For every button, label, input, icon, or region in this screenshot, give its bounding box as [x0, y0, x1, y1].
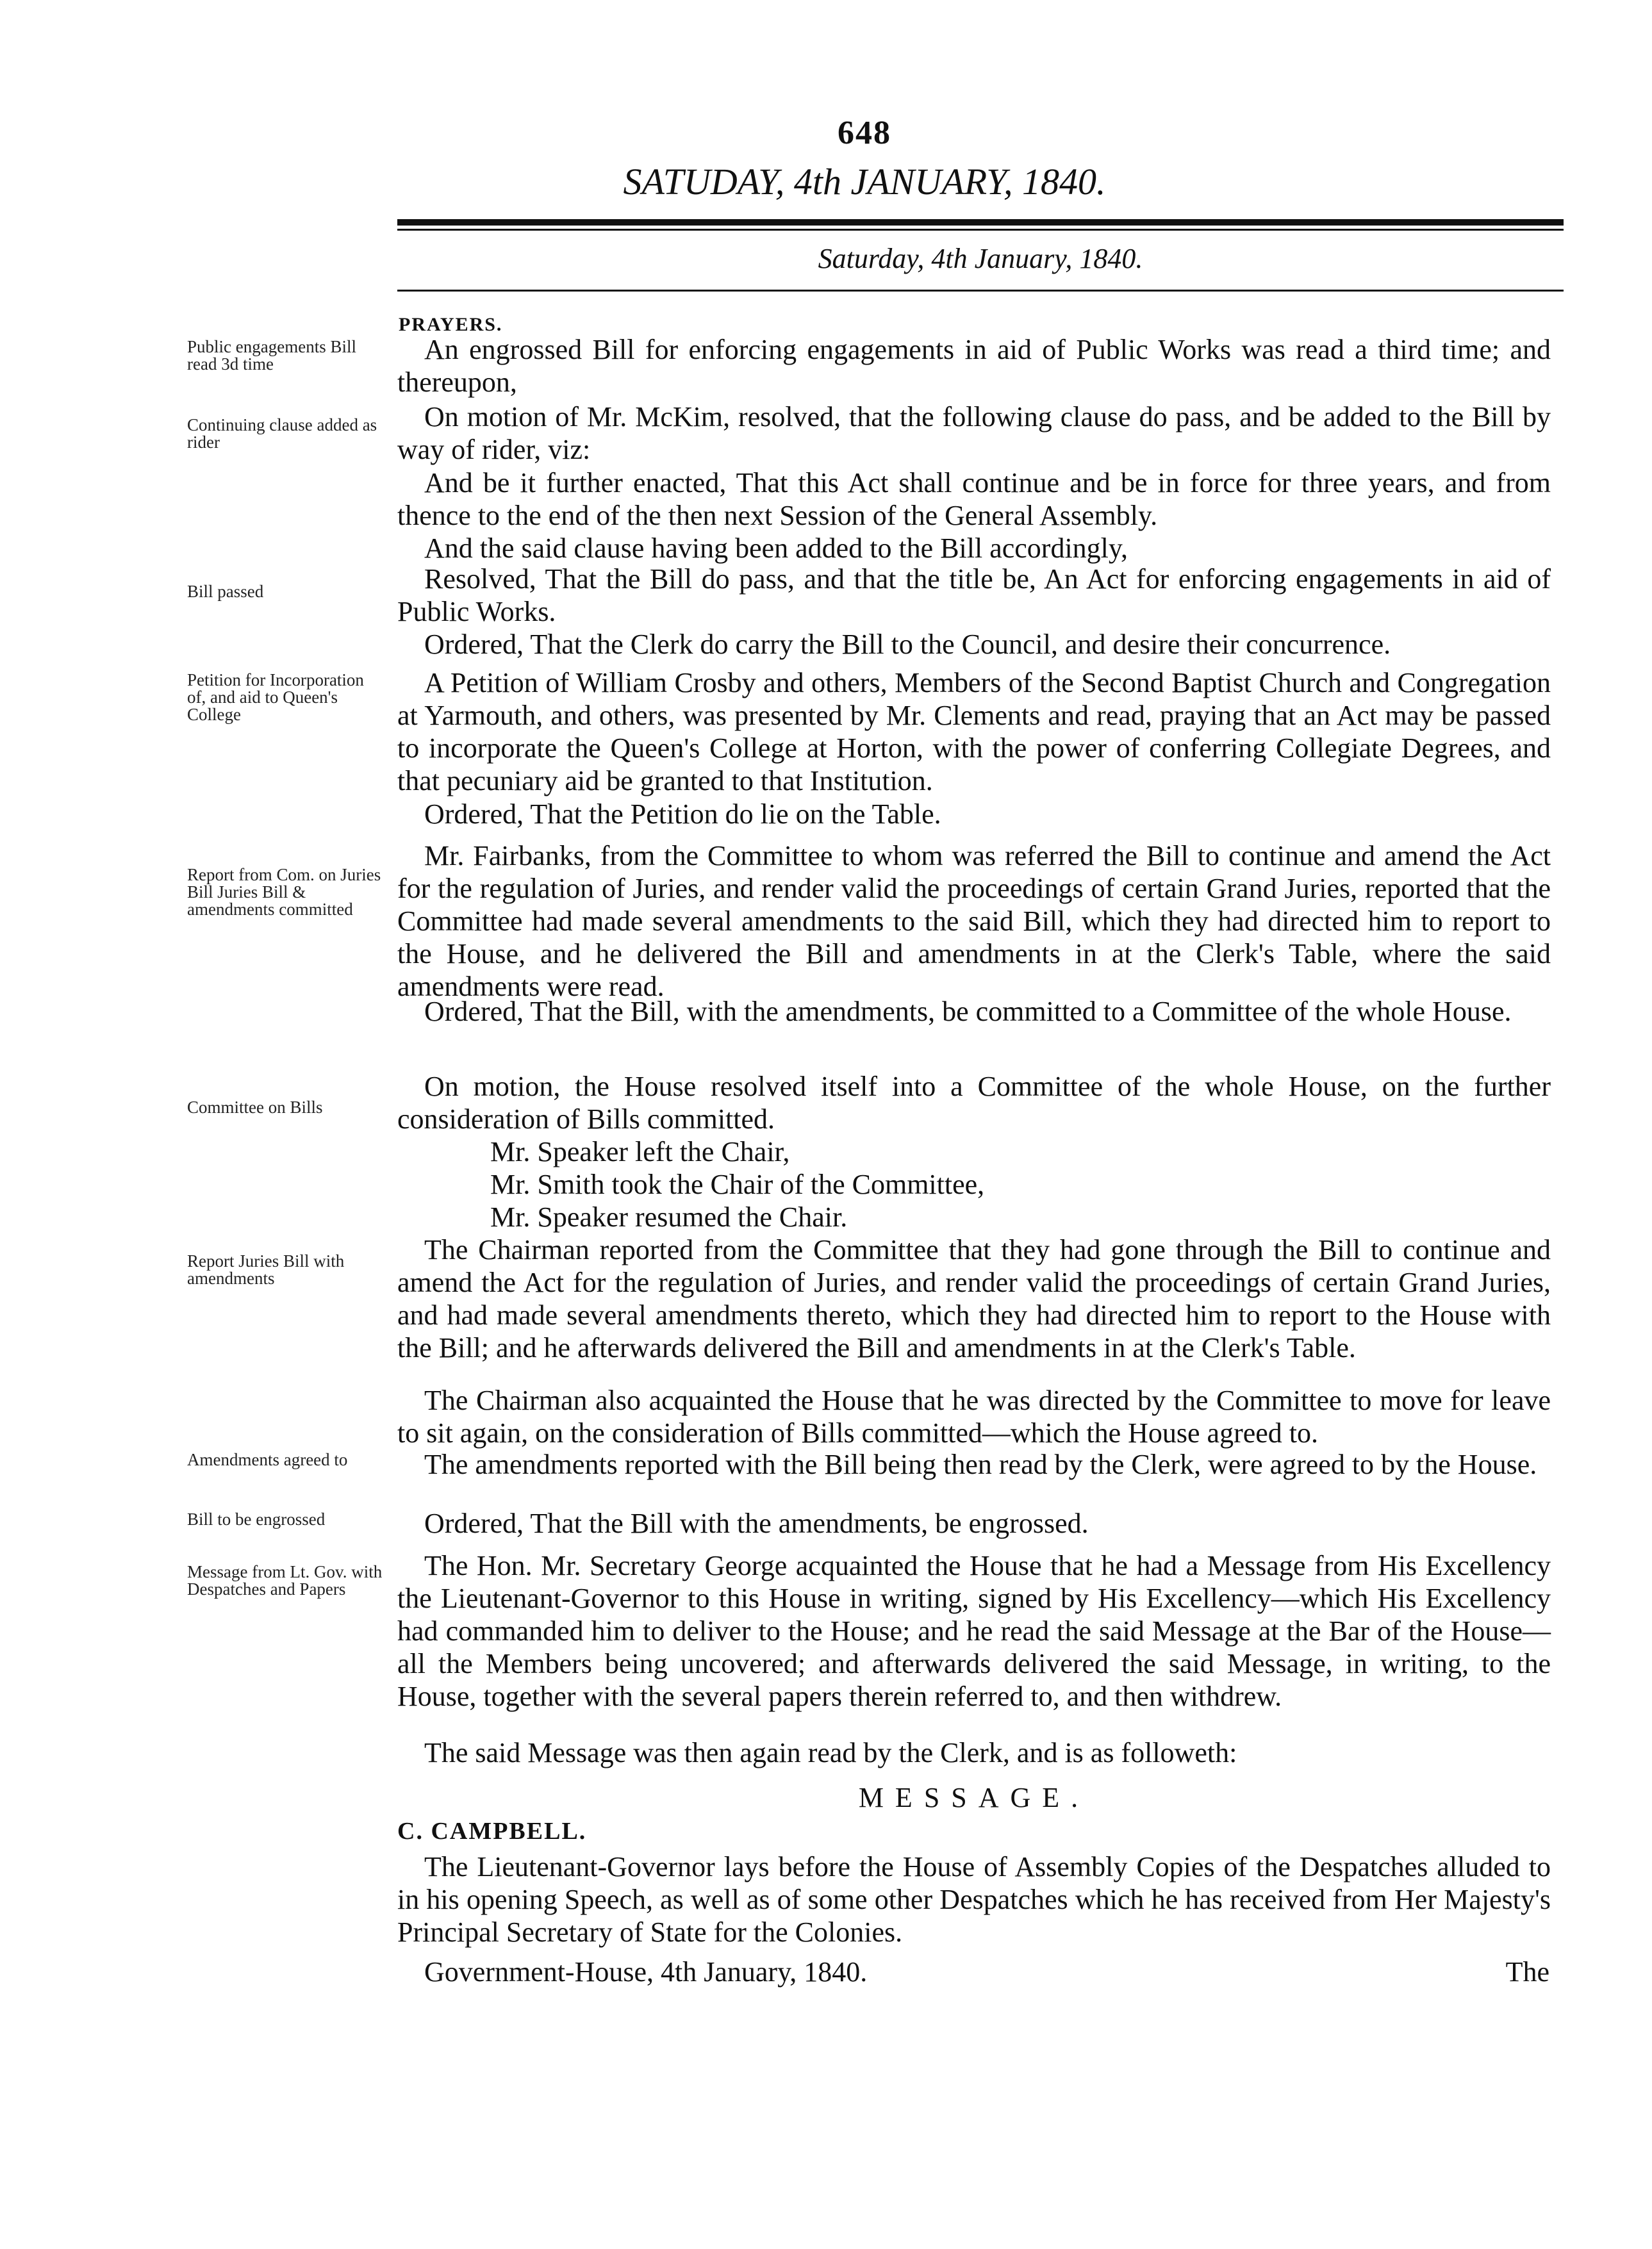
paragraph: The Chairman also acquainted the House that he was directed by the Committee to move for leave to sit again, on the consideration of Bills committed—which the House agreed to. — [397, 1385, 1551, 1449]
paragraph: On motion, the House resolved itself into a Committee of the whole House, on the further consideration of Bills committed. — [397, 1071, 1551, 1135]
paragraph: The Chairman reported from the Committee that they had gone through the Bill to continue and amend the Act for the regulation of Juries, and render valid the proceedings of certain Grand Juries, and had made several amendments thereto, which they had directed him to report to the House with the Bill; and he afterwards delivered the Bill and amendments in at the Clerk's Table. — [397, 1234, 1551, 1363]
paragraph: The Hon. Mr. Secretary George acquainted the House that he had a Message from His Excellency the Lieutenant-Governor to this House in writing, signed by His Excellency—which His Excellency had commanded him to deliver to the House; and he read the said Message at the Bar of the House—all the Members being uncovered; and afterwards delivered the said Message, in writing, to the House, together with the several papers therein referred to, and then withdrew. — [397, 1550, 1551, 1712]
margin-note: Petition for Incorporation of, and aid to Queen's College — [187, 670, 364, 724]
header-rule-thin — [397, 229, 1564, 231]
paragraph: Ordered, That the Clerk do carry the Bill to the Council, and desire their concurrence. — [424, 629, 1391, 660]
paragraph: An engrossed Bill for enforcing engagements in aid of Public Works was read a third time; and thereupon, — [397, 334, 1551, 398]
margin-note: Public engagements Bill read 3d time — [187, 337, 356, 374]
prayers-heading: PRAYERS. — [399, 314, 503, 335]
margin-note: Bill passed — [187, 582, 264, 601]
paragraph: And the said clause having been added to the Bill accordingly, — [424, 532, 1128, 564]
paragraph: Mr. Speaker resumed the Chair. — [490, 1201, 848, 1233]
paragraph: Ordered, That the Petition do lie on the Table. — [424, 798, 941, 830]
date-line: Saturday, 4th January, 1840. — [818, 243, 1143, 274]
paragraph: Ordered, That the Bill with the amendments, be engrossed. — [424, 1508, 1089, 1539]
paragraph: A Petition of William Crosby and others, Members of the Second Baptist Church and Congregation at Yarmouth, and others, was presented by Mr. Clements and read, praying that an Act may be passed to incorporate the Queen's College at Horton, with the power of conferring Collegiate Degrees, and that pecuniary aid be granted to that Institution. — [397, 667, 1551, 796]
page-number: 648 — [838, 115, 891, 151]
paragraph: Mr. Fairbanks, from the Committee to whom was referred the Bill to continue and amend the Act for the regulation of Juries, and render valid the proceedings of certain Grand Juries, reported that the Committee had made several amendments to the said Bill, which they had directed him to report to the House, and he delivered the Bill and amendments in at the Clerk's Table, where the said amendments were read. — [397, 840, 1551, 1002]
paragraph: Mr. Smith took the Chair of the Committee, — [490, 1169, 985, 1200]
message-heading: MESSAGE. — [858, 1782, 1090, 1813]
paragraph: On motion of Mr. McKim, resolved, that the following clause do pass, and be added to the Bill by way of rider, viz: — [397, 401, 1551, 465]
paragraph: The said Message was then again read by the Clerk, and is as followeth: — [424, 1737, 1237, 1768]
margin-note: Bill to be engrossed — [187, 1510, 326, 1529]
paragraph: The amendments reported with the Bill being then read by the Clerk, were agreed to by the House. — [424, 1449, 1537, 1480]
message-body: The Lieutenant-Governor lays before the House of Assembly Copies of the Despatches alluded to in his opening Speech, as well as of some other Despatches which he has received from Her Majesty's Principal Secretary of State for the Colonies. — [397, 1851, 1551, 1948]
running-head: SATUDAY, 4th JANUARY, 1840. — [623, 161, 1106, 202]
margin-note: Continuing clause added as rider — [187, 415, 377, 452]
margin-note: Message from Lt. Gov. with Despatches and Papers — [187, 1562, 383, 1599]
margin-note: Report from Com. on Juries Bill Juries Bill & amendments committed — [187, 865, 381, 919]
header-rule-thick — [397, 219, 1564, 226]
paragraph: Ordered, That the Bill, with the amendments, be committed to a Committee of the whole House. — [424, 996, 1512, 1027]
paragraph: Mr. Speaker left the Chair, — [490, 1136, 790, 1167]
catchword: The — [1505, 1956, 1549, 1988]
message-signature: C. CAMPBELL. — [397, 1818, 587, 1845]
paragraph: Resolved, That the Bill do pass, and that the title be, An Act for enforcing engagements in aid of Public Works. — [397, 563, 1551, 627]
date-rule — [397, 290, 1564, 292]
margin-note: Committee on Bills — [187, 1098, 323, 1117]
margin-note: Amendments agreed to — [187, 1450, 348, 1469]
message-dateline: Government-House, 4th January, 1840. — [424, 1956, 868, 1988]
margin-note: Report Juries Bill with amendments — [187, 1251, 345, 1288]
paragraph: And be it further enacted, That this Act shall continue and be in force for three years, and from thence to the end of the then next Session of the General Assembly. — [397, 467, 1551, 531]
